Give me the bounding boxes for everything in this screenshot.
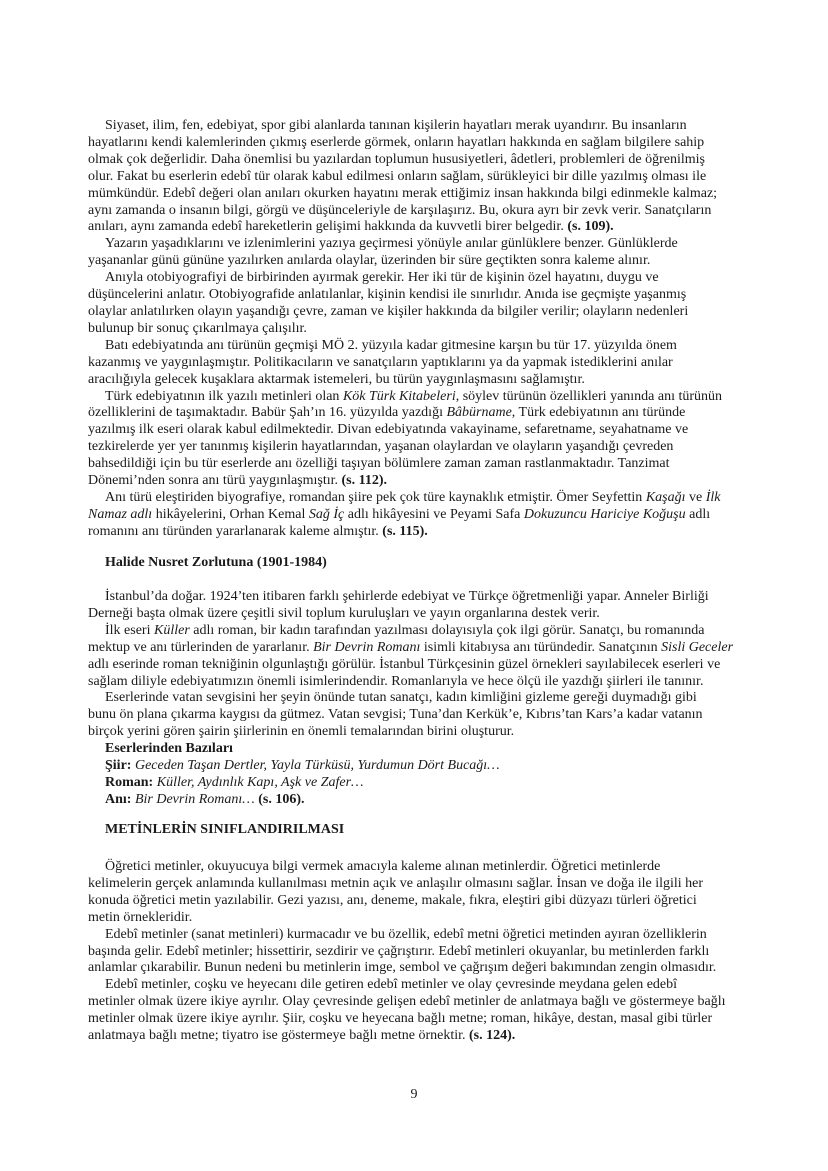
text-line <box>88 690 758 707</box>
text: mümkündür. Edebî değeri olan anıları okurken hayatını merak ettiğimiz insan hakkında bilgi edinmekle kalmaz; <box>88 185 718 201</box>
text: İlk eseri <box>105 622 154 638</box>
italic-title: Sağ İç <box>308 506 345 522</box>
bold-text: Şiir: <box>105 758 135 774</box>
text: Siyaset, ilim, fen, edebiyat, spor gibi alanlarda tanınan kişilerin hayatları merak uyandırır. Bu insanların <box>105 118 687 133</box>
text: Yazarın yaşadıklarını ve izlenimlerini yazıya geçirmesi yönüyle anılar günlüklere benzer. Günlüklerde <box>105 236 678 252</box>
text-line <box>88 304 758 321</box>
text-line <box>88 355 758 372</box>
text-line <box>88 657 758 674</box>
paragraph <box>88 270 758 338</box>
text-line <box>88 674 758 691</box>
text: Batı edebiyatında anı türünün geçmişi MÖ 2. yüzyıla kadar gitmesine karşın bu tür 17. yüzyılda önem <box>105 337 677 353</box>
text-line <box>88 524 758 541</box>
text-line <box>88 439 758 456</box>
text-line <box>88 910 758 927</box>
paragraph <box>88 775 758 792</box>
text: başında gelir. Edebî metinler; hissettirir, sezdirir ve çağrıştırır. Edebî metinleri okuyanlar, bu metinlerden farklı <box>88 943 710 959</box>
text: Anıyla otobiyografiyi de birbirinden ayırmak gerekir. Her iki tür de kişinin özel hayatını, duygu ve <box>105 270 659 286</box>
text-line <box>88 270 758 287</box>
author-heading: Halide Nusret Zorlutuna (1901-1984) <box>105 555 327 570</box>
text: Derneği başta olmak üzere çeşitli sivil toplum kuruluşları ve yayın organlarına destek verir. <box>88 605 600 621</box>
text-line <box>88 758 758 775</box>
text: olur. Fakat bu eserlerin edebî tür olarak kabul edilmesi onların sağlam, sürükleyici bir dille yazılmış olması ile <box>88 168 707 184</box>
paragraph <box>88 977 758 1045</box>
text-line <box>88 944 758 961</box>
italic-title: Sisli Geceler <box>661 639 734 655</box>
paragraph <box>88 690 758 741</box>
text-line <box>88 490 758 507</box>
text-line <box>88 203 758 220</box>
text-line <box>88 219 758 236</box>
text: , söylev türünün özellikleri yanında anı türünün <box>455 388 723 404</box>
paragraph <box>88 758 758 775</box>
text-line <box>88 236 758 253</box>
text: sağlam diliyle edebiyatımızın önemli isimlerindendir. Romanlarıyla ve hece ölçü ile yazdığı şiirleri ile tanınır. <box>88 673 704 689</box>
text: Türk edebiyatının ilk yazılı metinleri olan <box>105 388 343 404</box>
text-line <box>88 389 758 406</box>
text: kelimelerin gerçek anlamında kullanılması metnin açık ve anlaşılır olmasını sağlar. İnsan ve doğa ile ilgili her <box>88 875 704 891</box>
text: Edebî metinler, coşku ve heyecanı dile getiren edebî metinler ve olay çevresinde meydana gelen edebî <box>105 977 678 993</box>
text: kazanmış ve yaygınlaşmıştır. Politikacıların ve sanatçıların yaptıklarını ya da yapmak istediklerini anılar <box>88 354 673 370</box>
paragraph <box>88 792 758 809</box>
italic-title: Dokuzuncu Hariciye Koğuşu <box>523 506 686 522</box>
text-line <box>88 724 758 741</box>
text: Eserlerinde vatan sevgisini her şeyin önünde tutan sanatçı, kadın kimliğini gizleme gereği duymadığı gibi <box>105 690 697 706</box>
text: metinler olmak üzere ikiye ayrılır. Şiir, coşku ve heyecana bağlı metne; roman, hikâye, destan, masal gibi türler <box>88 1011 713 1027</box>
section-heading: METİNLERİN SINIFLANDIRILMASI <box>105 822 345 837</box>
text-line <box>88 1011 758 1028</box>
text-line <box>88 253 758 270</box>
text-line <box>88 994 758 1011</box>
text-line <box>88 135 758 152</box>
text: bulunup bir sonuç çıkarılmaya çalışılır. <box>88 320 307 336</box>
text: hikâyelerini, Orhan Kemal <box>152 506 309 522</box>
text: aynı zamanda o insanın bilgi, görgü ve düşünceleriyle de karşılaşırız. Bu, okura ayrı bir zevk verir. Sanatçıların <box>88 202 712 218</box>
italic-title: İlk <box>705 489 721 505</box>
text: romanını anı türünden yararlanarak kaleme almıştır. <box>88 523 383 539</box>
text: Anı türü eleştiriden biyografiye, romandan şiire pek çok türe kaynaklık etmiştir. Ömer Seyfettin <box>105 489 646 505</box>
paragraph <box>88 623 758 691</box>
text: adlı eserinde roman tekniğinin olgunlaştığı görülür. İstanbul Türkçesinin güzel örnekleri sayılabilecek eserleri ve <box>88 656 721 672</box>
italic-title: Kök Türk Kitabeleri <box>342 388 456 404</box>
text: aracılığıyla gelecek kuşaklara aktarmak istemeleri, bu türün yaygınlaşmasını sağlamıştır. <box>88 371 585 387</box>
italic-title: Namaz adlı <box>88 506 153 522</box>
italic-title: Kaşağı <box>645 489 686 505</box>
text-line <box>88 876 758 893</box>
text-line <box>88 623 758 640</box>
text-line <box>88 186 758 203</box>
text-line <box>88 775 758 792</box>
italic-title: Küller <box>153 622 190 638</box>
text-line <box>88 456 758 473</box>
bold-text: Roman: <box>105 774 157 790</box>
text: anlatmaya bağlı metne; tiyatro ise göstermeye bağlı metne örnektir. <box>88 1028 469 1044</box>
text: hayatlarını kendi kalemlerinden çıkmış eserlerde görmek, onların hayatları hakkında en sağlam bilgilere sahip <box>88 134 705 150</box>
text: mektup ve anı türlerinden de yararlanır. <box>88 639 314 655</box>
text: tezkirelerde yer yer tanınmış kişilerin hayatlarından, yaşanan olaylardan ve olayların yaşandığı çevreden <box>88 439 674 455</box>
text: yazılmış ilk eseri olarak kabul edilmektedir. Divan edebiyatında vakayiname, sefaretname, seyahatname ve <box>88 422 689 438</box>
text: adlı <box>685 506 711 522</box>
text: anıları, aynı zamanda edebî hareketlerin gelişimi hakkında da kuvvetli birer belgedir. <box>88 219 568 235</box>
text-line <box>88 1028 758 1045</box>
text-line <box>88 707 758 724</box>
paragraph <box>88 741 758 758</box>
text-line <box>88 589 758 606</box>
italic-title: Bir Devrin Romanı <box>313 639 421 655</box>
text: İstanbul’da doğar. 1924’ten itibaren farklı şehirlerde edebiyat ve Türkçe öğretmenliği yapar. Anneler Birliği <box>105 589 709 604</box>
text: birçok yerini gören şairin şiirlerinin en önemli temalarından birini oluşturur. <box>88 724 515 740</box>
paragraph <box>88 118 758 236</box>
text-line <box>88 640 758 657</box>
paragraph <box>88 589 758 623</box>
bold-text: (s. 112). <box>341 473 388 489</box>
text: bunu ön plana çıkarma kaygısı da gütmez. Vatan sevgisi; Tuna’dan Kerkük’e, Kıbrıs’tan Kars’a kadar vatanın <box>88 707 703 723</box>
text: yaşananlar günü gününe yazılırken anılarda olaylar, üzerinden bir süre geçtikten sonra kaleme alınır. <box>88 253 651 269</box>
text-line <box>88 169 758 186</box>
text-line <box>88 118 758 135</box>
page-number: 9 <box>410 1087 418 1102</box>
italic-title: Küller, Aydınlık Kapı, Aşk ve Zafer… <box>156 774 364 790</box>
text-line <box>88 372 758 389</box>
text-line <box>88 405 758 422</box>
paragraph <box>88 859 758 927</box>
bold-text: (s. 106). <box>258 791 305 807</box>
text: adlı hikâyesini ve Peyami Safa <box>344 506 524 522</box>
text: metin örnekleridir. <box>88 909 193 925</box>
text-line <box>88 792 758 809</box>
text-line <box>88 893 758 910</box>
text: ve <box>685 489 706 505</box>
text-line <box>88 977 758 994</box>
italic-title: Bâbürname <box>446 405 512 421</box>
paragraph <box>88 338 758 389</box>
paragraph <box>88 490 758 541</box>
text-line <box>88 321 758 338</box>
bold-text: (s. 124). <box>469 1028 516 1044</box>
text-line <box>88 859 758 876</box>
bold-text: (s. 115). <box>382 523 428 539</box>
text: Öğretici metinler, okuyucuya bilgi vermek amacıyla kaleme alınan metinlerdir. Öğretici metinlerde <box>105 859 661 874</box>
text: özelliklerini de taşımaktadır. Babür Şah’ın 16. yüzyılda yazdığı <box>88 405 447 421</box>
text: olaylar anlatılırken olayın yaşandığı çevre, zaman ve kişiler hakkında da bilgiler verilir; olayların nedenleri <box>88 303 689 319</box>
memoir-section <box>88 118 758 541</box>
text-line <box>88 741 758 758</box>
text: konuda öğretici metin yazılabilir. Gezi yazısı, anı, deneme, makale, fıkra, eleştiri gibi düzyazı türleri öğretici <box>88 892 697 908</box>
text-line <box>88 507 758 524</box>
text: Dönemi’nden sonra anı türü yaygınlaşmıştır. <box>88 473 342 489</box>
author-section <box>88 589 758 809</box>
text: olmak çok değerlidir. Daha önemlisi bu yazılardan toplumun hususiyetleri, âdetleri, problemleri de öğrenilmiş <box>88 151 706 167</box>
bold-text: Eserlerinden Bazıları <box>105 741 233 757</box>
text-line <box>88 606 758 623</box>
text-line <box>88 960 758 977</box>
text: metinler olmak üzere ikiye ayrılır. Olay çevresinde gelişen edebî metinler de anlatmaya bağlı ve göstermeye bağlı <box>88 994 726 1010</box>
paragraph <box>88 389 758 490</box>
text-line <box>88 152 758 169</box>
text: düşüncelerini anlatır. Otobiyografide anlatılanlar, kişinin kendisi ile sınırlıdır. Anıda ise geçmişte yaşanmış <box>88 287 687 303</box>
bold-text: (s. 109). <box>567 219 614 235</box>
text-line <box>88 338 758 355</box>
text-line <box>88 422 758 439</box>
text: anlamlar çıkarabilir. Bunun nedeni bu metinlerin imge, sembol ve çağrışım değeri bakımından zengin olmasıdır. <box>88 960 717 976</box>
italic-title: Bir Devrin Romanı… <box>134 791 259 807</box>
text: adlı roman, bir kadın tarafından yazılması dolayısıyla çok ilgi görür. Sanatçı, bu romanında <box>189 622 705 638</box>
text-line <box>88 287 758 304</box>
italic-title: Geceden Taşan Dertler, Yayla Türküsü, Yurdumun Dört Bucağı… <box>134 758 500 774</box>
text: , Türk edebiyatının anı türünde <box>511 405 686 421</box>
text: isimli kitabıysa anı türündedir. Sanatçının <box>420 639 662 655</box>
text-line <box>88 473 758 490</box>
text-line <box>88 927 758 944</box>
paragraph <box>88 927 758 978</box>
text: bahsedildiği için bu tür eserlerde anı özelliği taşıyan bölümlere zaman zaman rastlanmaktadır. Tanzimat <box>88 456 670 472</box>
paragraph <box>88 236 758 270</box>
text: Edebî metinler (sanat metinleri) kurmacadır ve bu özellik, edebî metni öğretici metinden ayıran özelliklerin <box>105 926 707 942</box>
text-classification-section <box>88 859 758 1045</box>
bold-text: Anı: <box>105 791 135 807</box>
